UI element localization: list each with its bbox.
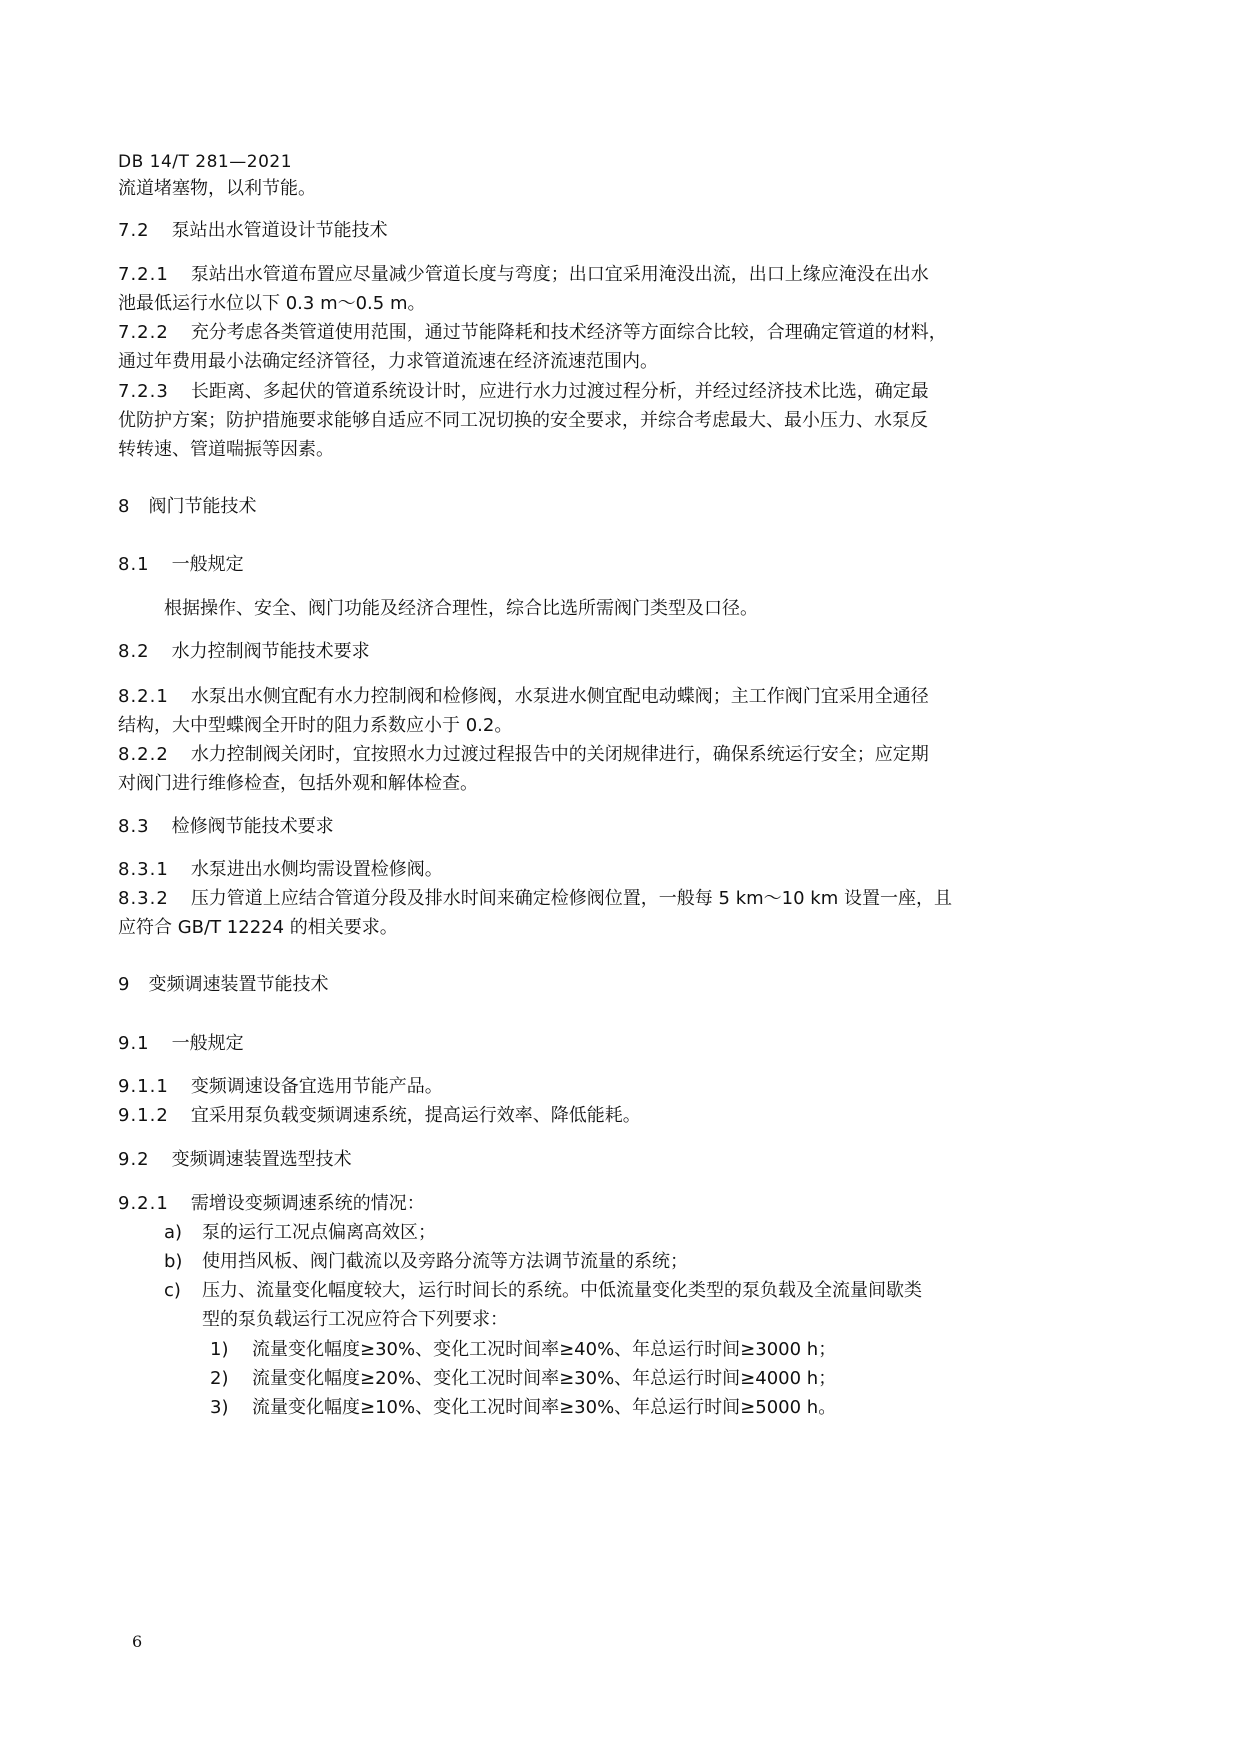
- sub-marker: 3): [210, 1397, 229, 1418]
- section-heading-7-2: [118, 216, 388, 242]
- clause-7-2-3-cont2: 转转速、管道喘振等因素。: [118, 439, 334, 460]
- section-title: 泵站出水管道设计节能技术: [171, 220, 388, 241]
- clause-text: 充分考虑各类管道使用范围，通过节能降耗和技术经济等方面综合比较，合理确定管道的材料，: [190, 322, 947, 343]
- section-number: 8: [118, 496, 131, 517]
- sub-text: 流量变化幅度≥20%、变化工况时间率≥30%、年总运行时间≥4000 h；: [252, 1368, 837, 1389]
- sub-item-3: [210, 1393, 836, 1419]
- sub-text: 流量变化幅度≥30%、变化工况时间率≥40%、年总运行时间≥3000 h；: [252, 1339, 837, 1360]
- clause-9-2-1: [118, 1189, 425, 1215]
- list-item-c-cont: 型的泵负载运行工况应符合下列要求：: [202, 1309, 508, 1330]
- section-heading-9-2: [118, 1145, 352, 1171]
- clause-number: 7.2.3: [118, 381, 169, 402]
- clause-number: 8.3.1: [118, 859, 169, 880]
- section-number: 9: [118, 974, 131, 995]
- list-text: 泵的运行工况点偏离高效区；: [202, 1222, 436, 1243]
- clause-text: 水泵出水侧宜配有水力控制阀和检修阀，水泵进水侧宜配电动蝶阀；主工作阀门宜采用全通径: [190, 686, 929, 707]
- clause-text: 长距离、多起伏的管道系统设计时，应进行水力过渡过程分析，并经过经济技术比选，确定最: [190, 381, 929, 402]
- clause-8-3-2-cont: 应符合 GB/T 12224 的相关要求。: [118, 917, 398, 938]
- section-number: 9.1: [118, 1033, 150, 1054]
- clause-text: 泵站出水管道布置应尽量减少管道长度与弯度；出口宜采用淹没出流，出口上缘应淹没在出水: [190, 264, 929, 285]
- section-heading-8-2: [118, 637, 370, 663]
- clause-text: 水泵进出水侧均需设置检修阀。: [190, 859, 443, 880]
- section-title: 一般规定: [171, 554, 244, 575]
- list-item-b: [164, 1247, 688, 1273]
- section-number: 8.1: [118, 554, 150, 575]
- clause-number: 8.3.2: [118, 888, 169, 909]
- section-heading-9-1: [118, 1029, 244, 1055]
- clause-7-2-2-cont: 通过年费用最小法确定经济管径，力求管道流速在经济流速范围内。: [118, 351, 658, 372]
- section-number: 9.2: [118, 1149, 150, 1170]
- section-title: 阀门节能技术: [148, 496, 257, 517]
- clause-text: 变频调速设备宜选用节能产品。: [190, 1076, 443, 1097]
- list-marker: b): [164, 1251, 183, 1272]
- clause-8-3-2: [118, 884, 952, 910]
- clause-7-2-3-cont: 优防护方案；防护措施要求能够自适应不同工况切换的安全要求，并综合考虑最大、最小压力、水泵反: [118, 410, 928, 431]
- clause-text: 压力管道上应结合管道分段及排水时间来确定检修阀位置，一般每 5 km～10 km 设置一座，且: [190, 888, 952, 909]
- clause-text: 水力控制阀关闭时，宜按照水力过渡过程报告中的关闭规律进行，确保系统运行安全；应定期: [190, 744, 929, 765]
- section-heading-9: [118, 970, 328, 996]
- document-code-header: DB 14/T 281—2021: [118, 152, 293, 172]
- section-heading-8-3: [118, 812, 334, 838]
- section-title: 变频调速装置节能技术: [148, 974, 329, 995]
- section-number: 7.2: [118, 220, 150, 241]
- section-title: 水力控制阀节能技术要求: [171, 641, 370, 662]
- clause-number: 9.1.1: [118, 1076, 169, 1097]
- clause-number: 9.1.2: [118, 1105, 169, 1126]
- clause-8-3-1: [118, 855, 443, 881]
- section-heading-8: [118, 492, 256, 518]
- section-title: 变频调速装置选型技术: [171, 1149, 352, 1170]
- clause-text: 宜采用泵负载变频调速系统，提高运行效率、降低能耗。: [190, 1105, 641, 1126]
- list-marker: c): [164, 1280, 181, 1301]
- clause-text: 需增设变频调速系统的情况：: [190, 1193, 425, 1214]
- list-marker: a): [164, 1222, 183, 1243]
- clause-7-2-3: [118, 377, 929, 403]
- paragraph-8-1: 根据操作、安全、阀门功能及经济合理性，综合比选所需阀门类型及口径。: [164, 598, 758, 619]
- section-number: 8.2: [118, 641, 150, 662]
- clause-number: 9.2.1: [118, 1193, 169, 1214]
- continuation-text: 流道堵塞物，以利节能。: [118, 178, 316, 199]
- clause-number: 8.2.1: [118, 686, 169, 707]
- clause-number: 7.2.1: [118, 264, 169, 285]
- page-number: 6: [132, 1632, 143, 1651]
- sub-item-1: [210, 1335, 836, 1361]
- list-text: 使用挡风板、阀门截流以及旁路分流等方法调节流量的系统；: [202, 1251, 688, 1272]
- clause-9-1-1: [118, 1072, 443, 1098]
- section-heading-8-1: [118, 550, 244, 576]
- list-item-a: [164, 1218, 436, 1244]
- clause-7-2-1: [118, 260, 929, 286]
- section-title: 检修阀节能技术要求: [171, 816, 334, 837]
- clause-8-2-1: [118, 682, 929, 708]
- list-item-c: [164, 1276, 922, 1302]
- sub-marker: 2): [210, 1368, 229, 1389]
- clause-7-2-1-cont: 池最低运行水位以下 0.3 m～0.5 m。: [118, 293, 426, 314]
- clause-number: 8.2.2: [118, 744, 169, 765]
- clause-7-2-2: [118, 318, 947, 344]
- clause-8-2-2-cont: 对阀门进行维修检查，包括外观和解体检查。: [118, 773, 478, 794]
- section-title: 一般规定: [171, 1033, 244, 1054]
- clause-9-1-2: [118, 1101, 641, 1127]
- clause-8-2-1-cont: 结构，大中型蝶阀全开时的阻力系数应小于 0.2。: [118, 715, 513, 736]
- sub-text: 流量变化幅度≥10%、变化工况时间率≥30%、年总运行时间≥5000 h。: [252, 1397, 837, 1418]
- clause-number: 7.2.2: [118, 322, 169, 343]
- list-text: 压力、流量变化幅度较大，运行时间长的系统。中低流量变化类型的泵负载及全流量间歇类: [202, 1280, 922, 1301]
- sub-item-2: [210, 1364, 836, 1390]
- section-number: 8.3: [118, 816, 150, 837]
- sub-marker: 1): [210, 1339, 229, 1360]
- clause-8-2-2: [118, 740, 929, 766]
